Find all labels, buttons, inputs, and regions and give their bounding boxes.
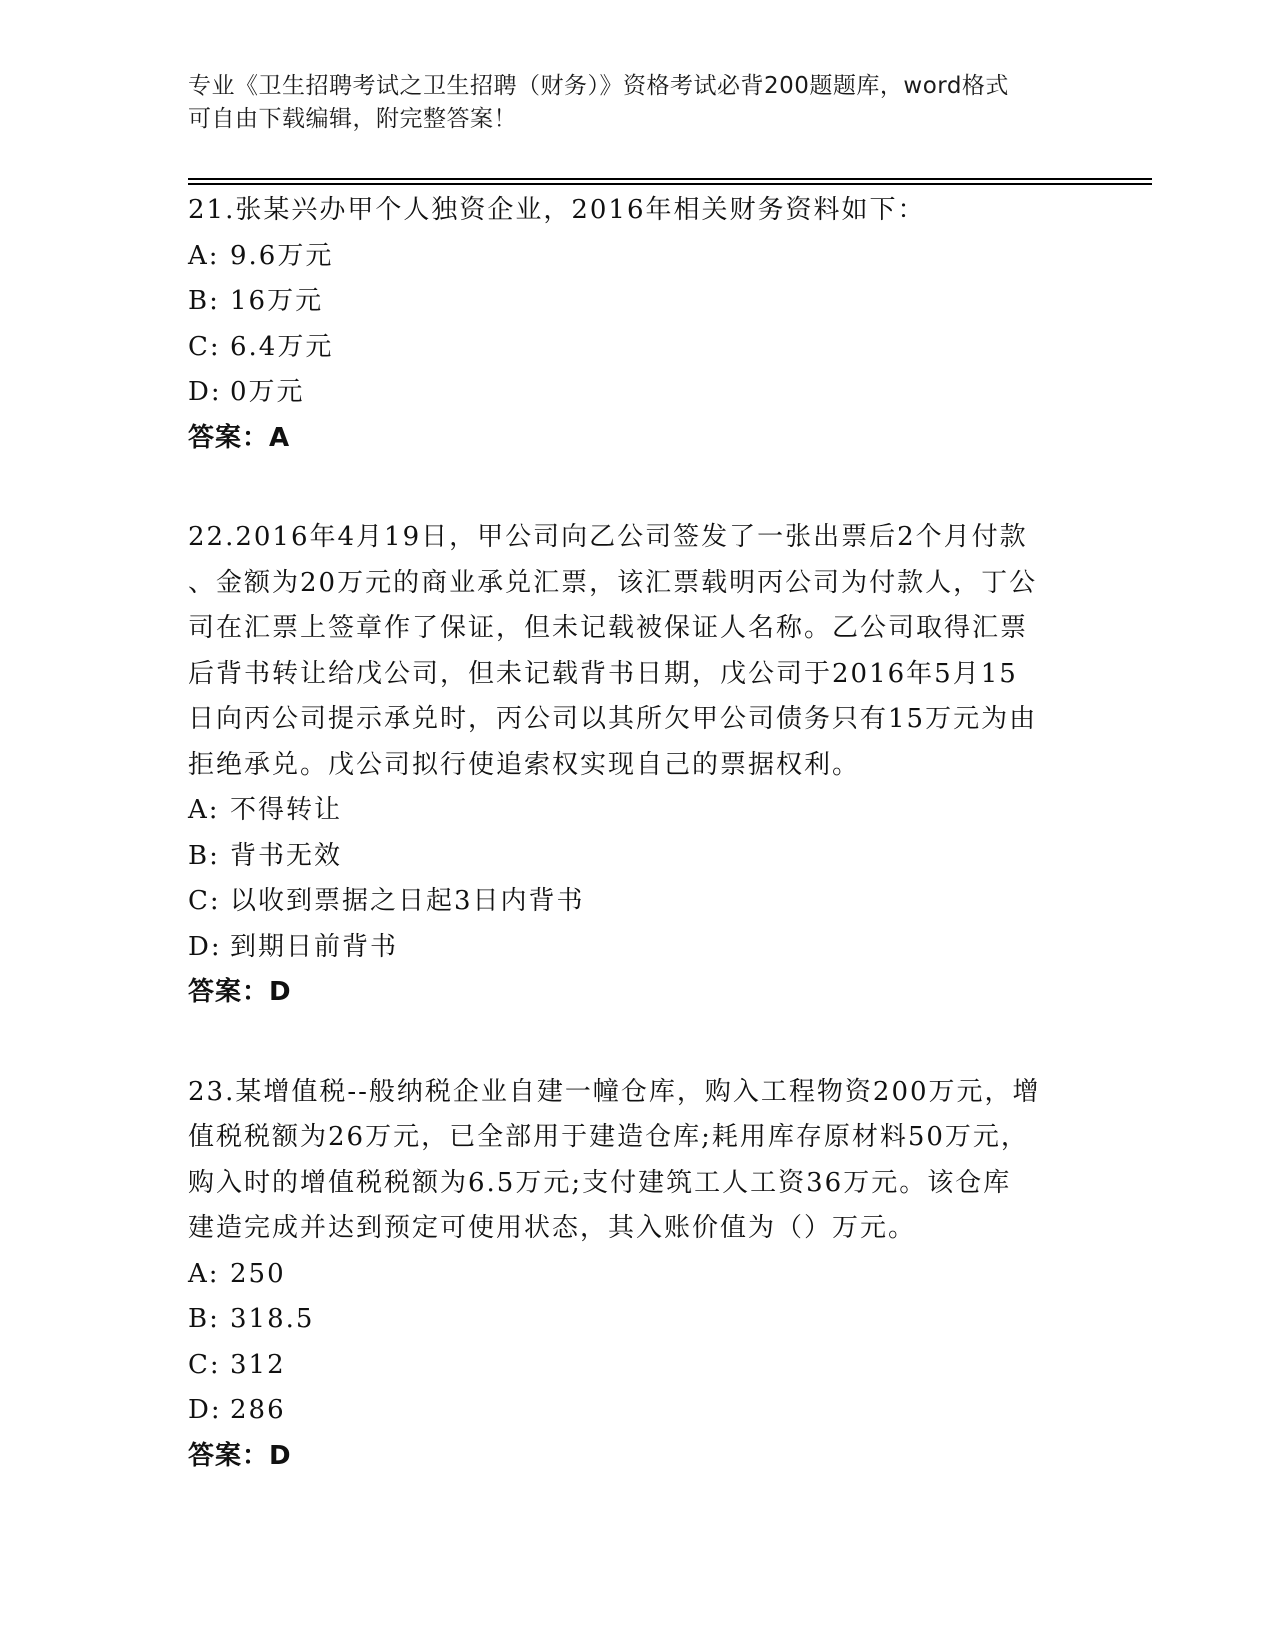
option-d [188, 925, 1088, 971]
question-stem-line: 司在汇票上签章作了保证，但未记载被保证人名称。乙公司取得汇票 [188, 613, 1029, 643]
answer: 答案：D [188, 977, 292, 1007]
option-d [188, 370, 1088, 416]
option-a [188, 1252, 1088, 1298]
option-b [188, 1297, 1088, 1343]
option-key: A: [188, 795, 220, 825]
question-stem-line: 22.2016年4月19日，甲公司向乙公司签发了一张出票后2个月付款 [188, 522, 1028, 552]
option-c [188, 325, 1088, 371]
option-b [188, 834, 1088, 880]
option-b [188, 279, 1088, 325]
option-key: B: [188, 840, 220, 871]
option-a [188, 234, 1088, 280]
option-key: A: [188, 1258, 220, 1289]
option-text: 6.4万元 [230, 331, 334, 362]
option-text: 286 [230, 1395, 286, 1425]
header-divider-bottom [188, 183, 1152, 185]
question-stem-line: 购入时的增值税税额为6.5万元;支付建筑工人工资36万元。该仓库 [188, 1167, 1012, 1198]
question-stem-line: 建造完成并达到预定可使用状态，其入账价值为（）万元。 [188, 1213, 917, 1243]
option-key: C: [188, 1349, 221, 1380]
option-key: B: [188, 286, 220, 316]
question-stem: 21.张某兴办甲个人独资企业，2016年相关财务资料如下： [188, 195, 926, 225]
option-key: D: [188, 377, 222, 407]
option-a [188, 788, 1088, 834]
question-stem-line: 日向丙公司提示承兑时，丙公司以其所欠甲公司债务只有15万元为由 [188, 704, 1038, 734]
option-key: C: [188, 886, 221, 916]
option-text: 16万元 [230, 286, 324, 316]
option-text: 不得转让 [230, 795, 343, 825]
option-text: 到期日前背书 [230, 931, 399, 962]
option-text: 312 [230, 1349, 286, 1380]
question-stem-line: 拒绝承兑。戊公司拟行使追索权实现自己的票据权利。 [188, 749, 861, 780]
option-c [188, 1343, 1088, 1389]
option-text: 以收到票据之日起3日内背书 [230, 886, 585, 916]
question-22 [188, 515, 1088, 1016]
answer: 答案：A [188, 422, 291, 453]
option-text: 9.6万元 [230, 240, 334, 271]
header-line-1: 专业《卫生招聘考试之卫生招聘（财务）》资格考试必背200题题库，word格式 [188, 73, 1009, 99]
question-23 [188, 1070, 1088, 1480]
option-key: A: [188, 240, 220, 271]
question-stem-line: 值税税额为26万元，已全部用于建造仓库;耗用库存原材料50万元， [188, 1122, 1029, 1152]
document-header [188, 70, 1068, 136]
option-key: C: [188, 331, 221, 362]
option-key: D: [188, 931, 222, 962]
option-text: 背书无效 [230, 840, 343, 871]
option-text: 250 [230, 1258, 286, 1289]
option-text: 318.5 [230, 1304, 315, 1334]
question-21 [188, 188, 1088, 461]
question-list [188, 188, 1088, 1533]
question-stem-line: 后背书转让给戊公司，但未记载背书日期，戊公司于2016年5月15 [188, 658, 1018, 689]
header-divider-top [188, 178, 1152, 180]
question-stem-line: 23.某增值税--般纳税企业自建一幢仓库，购入工程物资200万元，增 [188, 1076, 1041, 1107]
header-line-2: 可自由下载编辑，附完整答案！ [188, 106, 517, 132]
answer: 答案：D [188, 1440, 292, 1471]
option-key: B: [188, 1304, 220, 1334]
question-stem-line: 、金额为20万元的商业承兑汇票，该汇票载明丙公司为付款人，丁公 [188, 567, 1038, 598]
option-key: D: [188, 1395, 222, 1425]
option-c [188, 879, 1088, 925]
option-d [188, 1388, 1088, 1434]
option-text: 0万元 [230, 377, 305, 407]
